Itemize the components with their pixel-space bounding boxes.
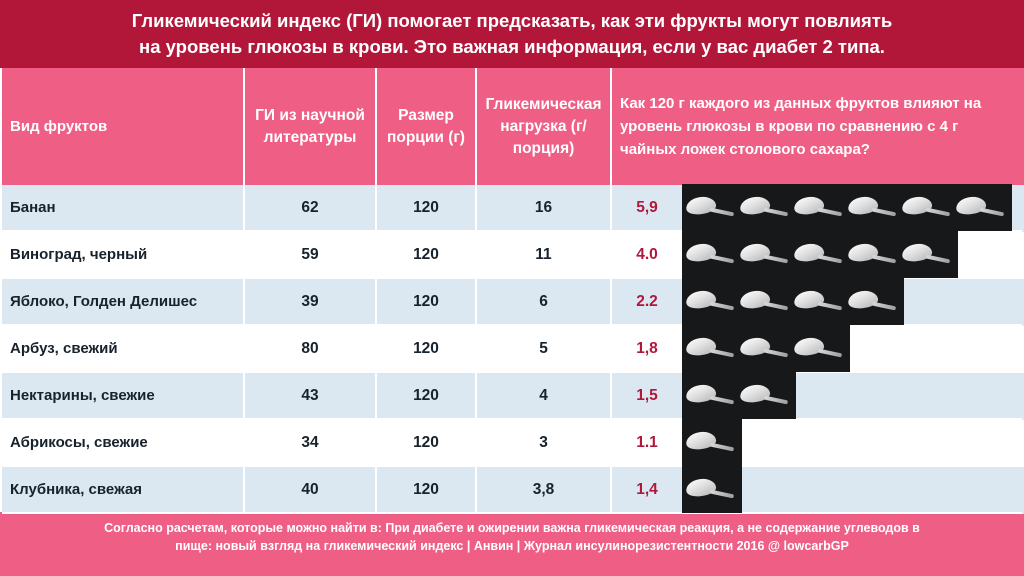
sugar-spoon-icon (736, 282, 790, 322)
spoon-bar (682, 372, 796, 419)
cell-portion: 120 (377, 232, 477, 279)
column-header-spoons: Как 120 г каждого из данных фруктов влияют на уровень глюкозы в крови по сравнению с 4 г чайных ложек столового сахара? (620, 95, 982, 158)
cell-load: 16 (477, 185, 612, 232)
sugar-spoon-icon (736, 376, 790, 416)
header-line-1: Гликемический индекс (ГИ) помогает предсказать, как эти фрукты могут повлиять (131, 10, 893, 31)
sugar-spoon-icon (844, 188, 898, 228)
column-header-fruit: Вид фруктов (2, 68, 245, 185)
sugar-spoon-icon (952, 188, 1006, 228)
cell-load: 5 (477, 326, 612, 373)
cell-gi: 80 (245, 326, 377, 373)
sugar-spoon-icon (736, 188, 790, 228)
sugar-spoon-icon (898, 188, 952, 228)
spoon-bar (682, 466, 742, 513)
footer-line-2: пище: новый взгляд на гликемический индекс | Анвин | Журнал инсулинорезистентности 2016 @ lowcarbGP (175, 539, 849, 553)
cell-fruit-name: Банан (2, 185, 245, 232)
cell-portion: 120 (377, 326, 477, 373)
sugar-spoon-icon (682, 188, 736, 228)
cell-spoon-graphic (682, 467, 1022, 514)
sugar-spoon-icon (682, 376, 736, 416)
sugar-spoon-icon (682, 282, 736, 322)
cell-spoon-graphic (682, 373, 1022, 420)
sugar-spoon-icon (844, 282, 898, 322)
column-header-load: Гликемическая нагрузка (г/порция) (477, 68, 612, 185)
sugar-spoon-icon (790, 235, 844, 275)
spoon-bar (682, 325, 850, 372)
cell-fruit-name: Яблоко, Голден Делишес (2, 279, 245, 326)
cell-spoon-value: 4.0 (612, 232, 682, 279)
cell-fruit-name: Клубника, свежая (2, 467, 245, 514)
cell-load: 3,8 (477, 467, 612, 514)
table-row (2, 420, 1024, 467)
footer-line-1: Согласно расчетам, которые можно найти в: При диабете и ожирении важна гликемическая реакция, а не содержание углеводов в (104, 521, 920, 535)
table-row (2, 185, 1024, 232)
cell-spoon-graphic (682, 232, 1022, 279)
cell-gi: 40 (245, 467, 377, 514)
column-header-gi: ГИ из научной литературы (245, 68, 377, 185)
cell-spoon-graphic (682, 185, 1022, 232)
header-line-2: на уровень глюкозы в крови. Это важная информация, если у вас диабет 2 типа. (139, 36, 885, 57)
cell-fruit-name: Арбуз, свежий (2, 326, 245, 373)
sugar-spoon-icon (790, 329, 844, 369)
sugar-spoon-icon (790, 282, 844, 322)
cell-spoon-value: 1,4 (612, 467, 682, 514)
cell-spoon-value: 2.2 (612, 279, 682, 326)
cell-spoon-value: 5,9 (612, 185, 682, 232)
cell-load: 6 (477, 279, 612, 326)
spoon-bar (682, 278, 904, 325)
table-row (2, 373, 1024, 420)
cell-spoon-graphic (682, 279, 1022, 326)
cell-portion: 120 (377, 185, 477, 232)
cell-spoon-value: 1,8 (612, 326, 682, 373)
cell-portion: 120 (377, 420, 477, 467)
cell-load: 3 (477, 420, 612, 467)
cell-portion: 120 (377, 467, 477, 514)
source-footer (0, 512, 1024, 576)
table-body (2, 185, 1024, 514)
cell-fruit-name: Нектарины, свежие (2, 373, 245, 420)
cell-fruit-name: Виноград, черный (2, 232, 245, 279)
sugar-spoon-icon (790, 188, 844, 228)
cell-spoon-value: 1.1 (612, 420, 682, 467)
cell-gi: 39 (245, 279, 377, 326)
sugar-spoon-icon (898, 235, 952, 275)
header-banner (0, 0, 1024, 68)
cell-portion: 120 (377, 279, 477, 326)
sugar-spoon-icon (736, 329, 790, 369)
spoon-bar (682, 231, 958, 278)
sugar-spoon-icon (682, 470, 736, 510)
table-row (2, 232, 1024, 279)
sugar-spoon-icon (844, 235, 898, 275)
sugar-spoon-icon (682, 329, 736, 369)
table-header-row (2, 68, 1024, 185)
cell-spoon-value: 1,5 (612, 373, 682, 420)
cell-spoon-graphic (682, 326, 1022, 373)
cell-gi: 62 (245, 185, 377, 232)
cell-portion: 120 (377, 373, 477, 420)
cell-fruit-name: Абрикосы, свежие (2, 420, 245, 467)
table-row (2, 279, 1024, 326)
cell-load: 4 (477, 373, 612, 420)
cell-gi: 59 (245, 232, 377, 279)
spoon-bar (682, 184, 1012, 231)
cell-gi: 34 (245, 420, 377, 467)
table-row (2, 326, 1024, 373)
cell-spoon-graphic (682, 420, 1022, 467)
sugar-spoon-icon (736, 235, 790, 275)
column-header-portion: Размер порции (г) (377, 68, 477, 185)
table-row (2, 467, 1024, 514)
cell-load: 11 (477, 232, 612, 279)
spoon-bar (682, 419, 742, 466)
sugar-spoon-icon (682, 423, 736, 463)
cell-gi: 43 (245, 373, 377, 420)
gi-table (0, 68, 1024, 512)
sugar-spoon-icon (682, 235, 736, 275)
